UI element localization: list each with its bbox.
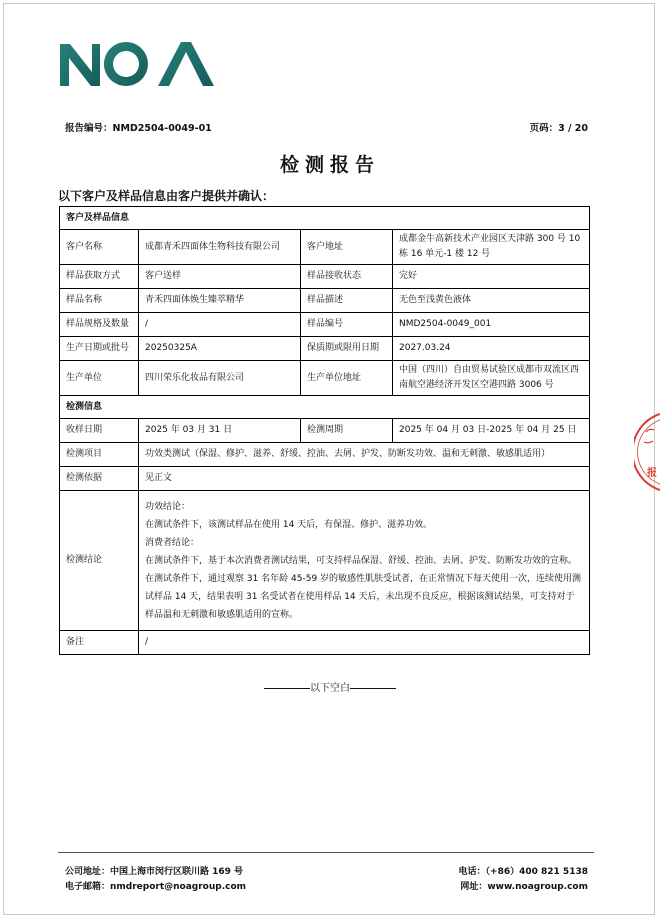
dash-left xyxy=(264,688,310,689)
cell-label: 检测依据 xyxy=(60,467,139,491)
section-test-title: 检测信息 xyxy=(60,396,590,419)
table-row xyxy=(60,467,590,491)
cell-value: 功效类测试（保湿、修护、滋养、舒缓、控油、去屑、护发、防断发功效、温和无刺激、敏感肌适用） xyxy=(139,443,590,467)
cell-label: 客户名称 xyxy=(60,230,139,265)
table-row xyxy=(60,230,590,265)
dash-right xyxy=(350,688,396,689)
cell-value: 完好 xyxy=(393,265,590,289)
cell-value: 中国（四川）自由贸易试验区成都市双流区西南航空港经济开发区空港四路 3006 号 xyxy=(393,361,590,396)
cell-label: 样品获取方式 xyxy=(60,265,139,289)
footer-email: 电子邮箱：nmdreport@noagroup.com xyxy=(65,882,247,892)
svg-text:报: 报 xyxy=(647,468,657,479)
table-row xyxy=(60,419,590,443)
cell-label: 检测周期 xyxy=(301,419,393,443)
cell-label: 样品规格及数量 xyxy=(60,313,139,337)
table-row xyxy=(60,491,590,631)
cell-value: 20250325A xyxy=(139,337,301,361)
conclusion-cell xyxy=(139,491,590,631)
table-row xyxy=(60,313,590,337)
footer-phone: 电话：（+86）400 821 5138 xyxy=(458,867,588,877)
cell-label: 收样日期 xyxy=(60,419,139,443)
page-title: 检测报告 xyxy=(279,154,380,176)
cell-value: / xyxy=(139,631,590,655)
cell-label: 样品描述 xyxy=(301,289,393,313)
conclusion-paragraph: 在测试条件下，基于本次消费者测试结果，可支持样品保湿、舒缓、控油、去屑、护发、防断发功效的宣称。 xyxy=(145,555,578,566)
table-row xyxy=(60,443,590,467)
cell-value: NMD2504-0049_001 xyxy=(393,313,590,337)
footer-address: 公司地址：中国上海市闵行区联川路 169 号 xyxy=(65,867,244,877)
cell-label: 生产单位 xyxy=(60,361,139,396)
cell-label: 客户地址 xyxy=(301,230,393,265)
cell-value: 见正文 xyxy=(139,467,590,491)
cell-label: 检测项目 xyxy=(60,443,139,467)
conclusion-heading-efficacy: 功效结论： xyxy=(145,501,191,512)
seal-stamp xyxy=(634,412,660,492)
footer-divider xyxy=(58,852,594,853)
report-number: 报告编号：NMD2504-0049-01 xyxy=(65,123,212,134)
section-row xyxy=(60,207,590,230)
cell-label: 保质期或限用日期 xyxy=(301,337,393,361)
conclusion-paragraph: 在测试条件下，该测试样品在使用 14 天后，有保湿、修护、滋养功效。 xyxy=(145,519,433,530)
cell-value: 成都青禾四面体生物科技有限公司 xyxy=(139,230,301,265)
cell-label: 样品编号 xyxy=(301,313,393,337)
cell-value: 客户送样 xyxy=(139,265,301,289)
end-of-content-marker: 以下空白 xyxy=(0,679,660,694)
report-table xyxy=(59,206,590,655)
table-row xyxy=(60,361,590,396)
cell-value: 四川荣乐化妆品有限公司 xyxy=(139,361,301,396)
cell-value: / xyxy=(139,313,301,337)
cell-label: 生产日期或批号 xyxy=(60,337,139,361)
cell-value: 青禾四面体焕生臻萃精华 xyxy=(139,289,301,313)
table-row xyxy=(60,265,590,289)
cell-label: 备注 xyxy=(60,631,139,655)
cell-label: 生产单位地址 xyxy=(301,361,393,396)
cell-value: 成都金牛高新技术产业园区天津路 300 号 10 栋 16 单元-1 楼 12 号 xyxy=(393,230,590,265)
table-row xyxy=(60,631,590,655)
noa-logo xyxy=(58,40,218,88)
conclusion-paragraph: 在测试条件下，通过观察 31 名年龄 45-59 岁的敏感性肌肤受试者，在正常情况下每天使用一次，连续使用测试样品 14 天，结果表明 31 名受试者在使用样品 14 天后，未出现不良反应，根据该测试结果，可支持对于样品温和无刺激和敏感肌适用的宣称。 xyxy=(145,573,582,620)
cell-value: 2027.03.24 xyxy=(393,337,590,361)
intro-text: 以下客户及样品信息由客户提供并确认： xyxy=(58,189,275,203)
conclusion-heading-consumer: 消费者结论： xyxy=(145,537,200,548)
cell-value: 无色至浅黄色液体 xyxy=(393,289,590,313)
page-number: 页码：3 / 20 xyxy=(529,123,588,134)
footer-website: 网址：www.noagroup.com xyxy=(460,882,588,892)
section-row xyxy=(60,396,590,419)
table-row xyxy=(60,289,590,313)
table-row xyxy=(60,337,590,361)
cell-value: 2025 年 03 月 31 日 xyxy=(139,419,301,443)
cell-value: 2025 年 04 月 03 日-2025 年 04 月 25 日 xyxy=(393,419,590,443)
cell-label: 样品接收状态 xyxy=(301,265,393,289)
cell-label: 样品名称 xyxy=(60,289,139,313)
section-client-title: 客户及样品信息 xyxy=(60,207,590,230)
cell-label: 检测结论 xyxy=(60,491,139,631)
